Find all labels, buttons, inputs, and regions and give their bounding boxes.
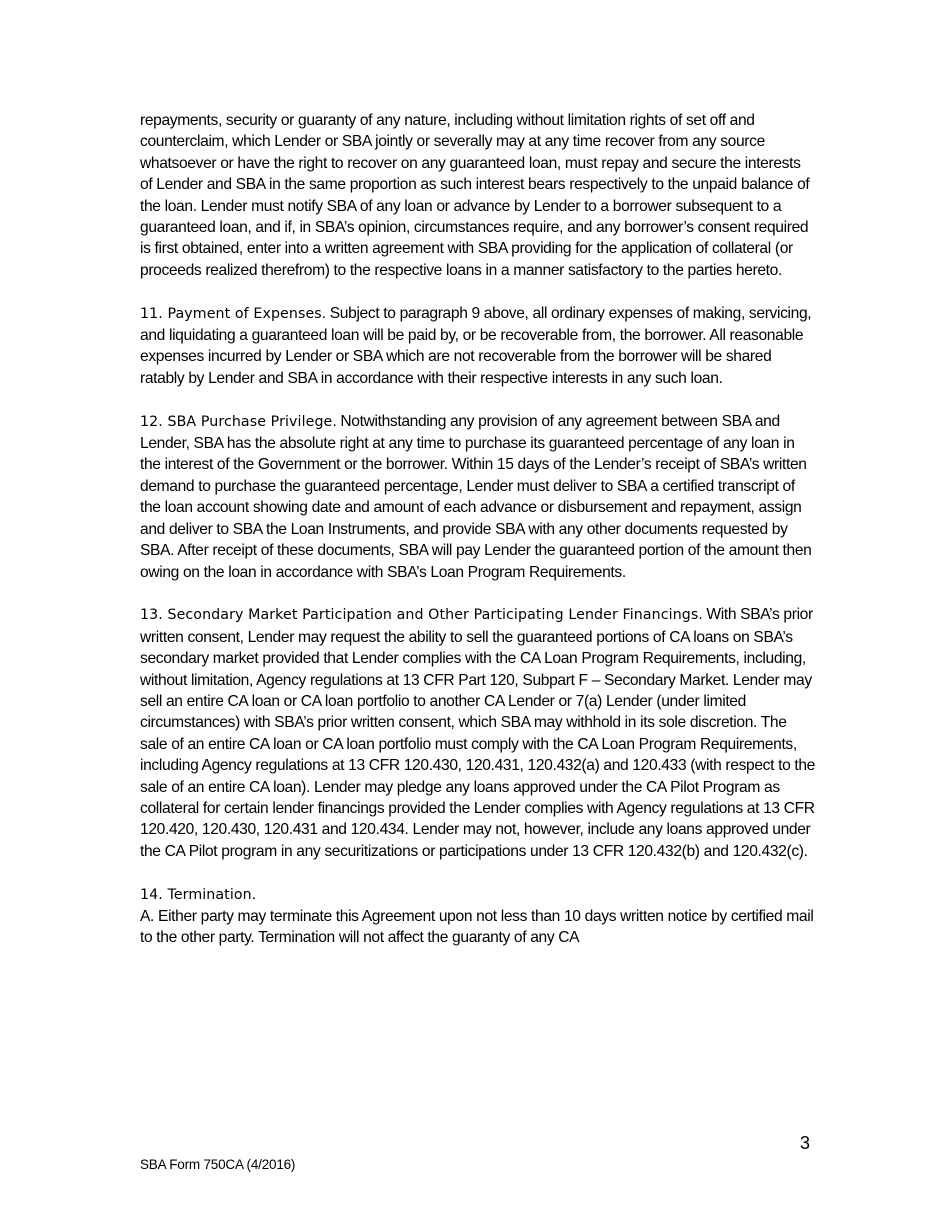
continuation-paragraph: repayments, security or guaranty of any nature, including without limitation rights of set off and counterclaim, which Lender or SBA jointly or severally may at any time recover from any source whatsoever or have the right to recover on any guaranteed loan, must repay and secure the interests of Lender and SBA in the same proportion as such interest bears respectively to the unpaid balance of the loan. Lender must notify SBA of any loan or advance by Lender to a borrower subsequent to a guaranteed loan, and if, in SBA’s opinion, circumstances require, and any borrower’s consent required is first obtained, enter into a written agreement with SBA providing for the application of collateral (or proceeds realized therefrom) to the respective loans in a manner satisfactory to the parties hereto. — [140, 112, 810, 279]
section-13-text: . With SBA’s prior written consent, Lender may request the ability to sell the guaranteed portions of CA loans on SBA’s secondary market provided that Lender complies with the CA Loan Program Requirements, including, without limitation, Agency regulations at 13 CFR Part 120, Subpart F – Secondary Market. Lender may sell an entire CA loan or CA loan portfolio to another CA Lender or 7(a) Lender (under limited circumstances) with SBA’s prior written consent, which SBA may withhold in its sole discretion. The sale of an entire CA loan or CA loan portfolio must comply with the CA Loan Program Requirements, including Agency regulations at 13 CFR 120.430, 120.431, 120.432(a) and 120.433 (with respect to the sale of an entire CA loan). Lender may pledge any loans approved under the CA Pilot Program as collateral for certain lender financings provided the Lender complies with Agency regulations at 13 CFR 120.420, 120.430, 120.431 and 120.434. Lender may not, however, include any loans approved under the CA Pilot program in any securitizations or participations under 13 CFR 120.432(b) and 120.432(c). — [140, 606, 815, 860]
section-13-heading: 13. Secondary Market Participation and Other Participating Lender Financings — [140, 607, 699, 624]
section-12-text: . Notwithstanding any provision of any agreement between SBA and Lender, SBA has the absolute right at any time to purchase its guaranteed percentage of any loan in the interest of the Government or the borrower. Within 15 days of the Lender’s receipt of SBA’s written demand to purchase the guaranteed percentage, Lender must deliver to SBA a certified transcript of the loan account showing date and amount of each advance or disbursement and repayment, assign and deliver to SBA the Loan Instruments, and provide SBA with any other documents requested by SBA. After receipt of these documents, SBA will pay Lender the guaranteed portion of the amount then owing on the loan in accordance with SBA’s Loan Program Requirements. — [140, 412, 812, 581]
document-body — [140, 110, 816, 949]
section-13 — [140, 604, 816, 862]
section-14-subparagraph-a: A. Either party may terminate this Agreement upon not less than 10 days written notice by certified mail to the other party. Termination will not affect the guaranty of any CA — [140, 907, 814, 947]
section-12 — [140, 411, 816, 583]
section-14-title — [140, 884, 816, 906]
page-number: 3 — [799, 1133, 810, 1153]
section-11-text: . Subject to paragraph 9 above, all ordinary expenses of making, servicing, and liquidating a guaranteed loan will be paid by, or be recoverable from, the borrower. All reasonable expenses incurred by Lender or SBA which are not recoverable from the borrower will be shared ratably by Lender and SBA in accordance with their respective interests in any such loan. — [140, 304, 812, 387]
section-12-heading: 12. SBA Purchase Privilege — [140, 413, 333, 430]
section-14-heading-period: . — [251, 885, 256, 903]
section-11-heading: 11. Payment of Expenses — [140, 305, 322, 322]
section-14-heading: 14. Termination — [140, 886, 252, 903]
section-11 — [140, 303, 816, 390]
form-footer: SBA Form 750CA (4/2016) — [140, 1157, 296, 1172]
section-14 — [140, 884, 816, 949]
